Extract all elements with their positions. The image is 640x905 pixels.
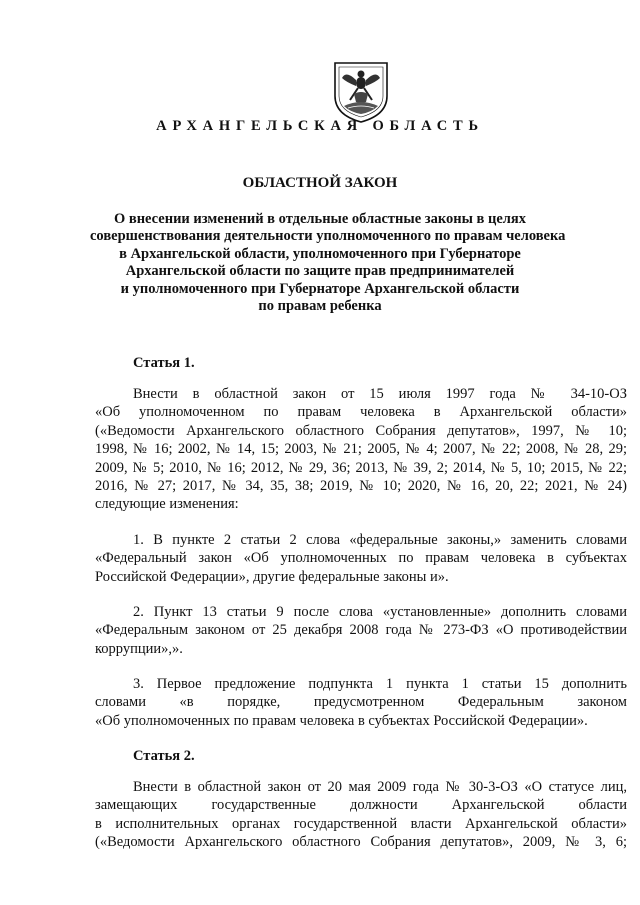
text-line: («Ведомости Архангельского областного Собрания депутатов», 1997, № 10; [95,422,627,439]
text-line: следующие изменения: [95,496,239,513]
article-1-item-3 [95,675,627,730]
text-line: 2016, № 27; 2017, № 34, 35, 38; 2019, № 10; 2020, № 16, 20, 22; 2021, № 24) [95,477,627,494]
title-line: О внесении изменений в отдельные областные законы в целях [113,211,527,227]
text-line: Внести в областной закон от 20 мая 2009 года № 30-3-ОЗ «О статусе лиц, [133,779,627,795]
title-line: Архангельской области по защите прав предпринимателей [125,263,515,280]
text-line: «Федеральный закон «Об уполномоченных по правам человека в субъектах [95,550,627,567]
text-line: Российской Федерации», другие федеральные законы и». [95,568,449,585]
title-line: по правам ребенка [258,298,382,315]
text-line: «Федеральным законом от 25 декабря 2008 года № 273-ФЗ «О противодействии [95,622,627,639]
title-line: и уполномоченного при Губернаторе Архангельской области [120,280,520,297]
text-line: словами «в порядке, предусмотренном Федеральным законом [95,694,627,711]
article-2-heading: Статья 2. [133,748,195,764]
article-1-intro [95,385,627,514]
article-1-heading: Статья 1. [133,355,195,371]
text-line: коррупции»,». [95,640,183,657]
region-name: АРХАНГЕЛЬСКАЯ ОБЛАСТЬ [156,118,484,134]
text-line: 3. Первое предложение подпункта 1 пункта 1 статьи 15 дополнить [133,676,627,692]
text-line: 1. В пункте 2 статьи 2 слова «федеральные законы,» заменить словами [133,532,627,548]
title-line: в Архангельской области, уполномоченного при Губернаторе [119,245,521,262]
law-title [90,211,566,315]
text-line: 2. Пункт 13 статьи 9 после слова «установленные» дополнить словами [133,604,627,620]
text-line: замещающих государственные должности Архангельской области [95,797,627,814]
text-line: 1998, № 16; 2002, № 14, 15; 2003, № 21; 2005, № 4; 2007, № 22; 2008, № 28, 29; [95,441,627,458]
document-type: ОБЛАСТНОЙ ЗАКОН [242,175,398,191]
article-2-intro [95,778,627,852]
coat-of-arms-emblem [332,60,390,124]
text-line: «Об уполномоченных по правам человека в субъектах Российской Федерации». [95,712,588,729]
text-line: «Об уполномоченном по правам человека в Архангельской области» [95,404,627,421]
text-line: («Ведомости Архангельского областного Собрания депутатов», 2009, № 3, 6; [95,834,627,851]
article-1-item-2 [95,603,627,658]
text-line: 2009, № 5; 2010, № 16; 2012, № 29, 36; 2013, № 39, 2; 2014, № 5, 10; 2015, № 22; [95,459,627,476]
text-line: Внести в областной закон от 15 июля 1997 года № 34-10-ОЗ [133,386,627,402]
article-1-item-1 [95,531,627,586]
text-line: в исполнительных органах государственной власти Архангельской области» [95,815,627,832]
title-line: совершенствования деятельности уполномоченного по правам человека [90,228,566,245]
